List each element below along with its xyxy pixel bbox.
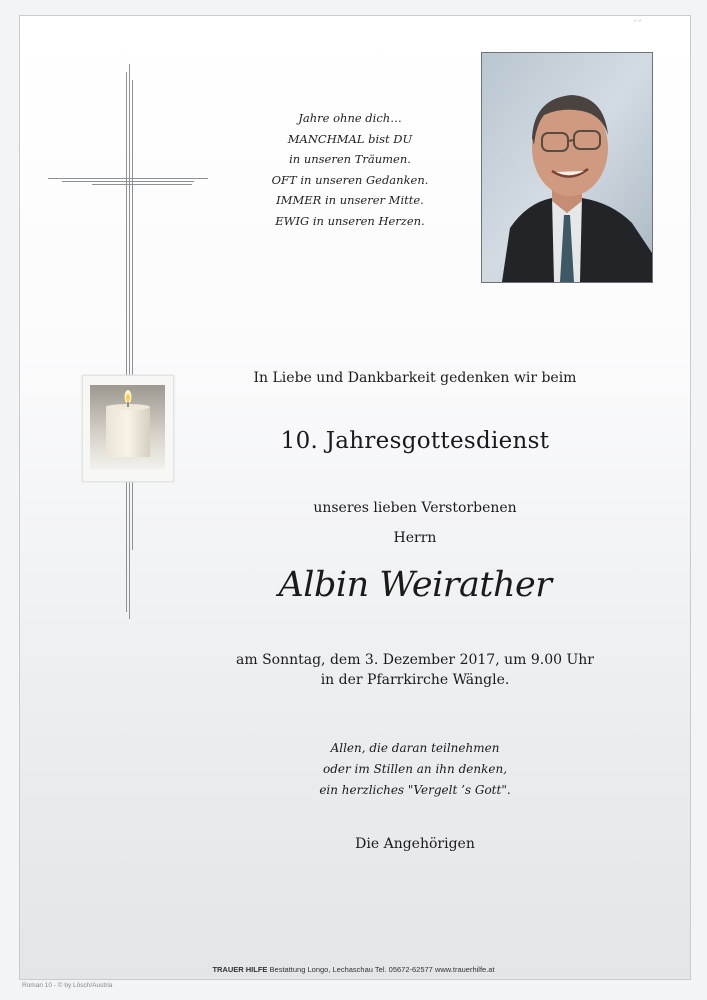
candle-picture: [82, 375, 174, 482]
thanks-line: Allen, die daran teilnehmen: [330, 741, 500, 755]
poem-line: in unseren Träumen.: [289, 152, 411, 166]
service-details: [180, 650, 650, 690]
poem-line: EWIG in unseren Herzen.: [275, 213, 425, 228]
footer-text: Bestattung Longo, Lechaschau Tel. 05672-62577 www.trauerhilfe.at: [269, 965, 495, 974]
poem-line: OFT in unseren Gedanken.: [271, 172, 429, 187]
footer-credit: Roman 10 - © by Lösch/Austria: [22, 982, 113, 989]
poem-line: Jahre ohne dich…: [298, 111, 402, 125]
poem-line: MANCHMAL bist DU: [287, 131, 413, 146]
salutation-text: Herrn: [393, 530, 437, 546]
thanks-line: oder im Stillen an ihn denken,: [322, 762, 508, 776]
event-title: 10. Jahresgottesdienst: [280, 428, 550, 454]
footer-brand: TRAUER HILFE: [212, 965, 268, 974]
portrait-photo: [481, 52, 653, 283]
signature: Die Angehörigen: [355, 836, 475, 852]
intro-text: In Liebe und Dankbarkeit gedenken wir beim: [253, 370, 577, 386]
relation-text: unseres lieben Verstorbenen: [313, 500, 517, 516]
poem-line: IMMER in unserer Mitte.: [276, 193, 424, 207]
date-line: am Sonntag, dem 3. Dezember 2017, um 9.00 Uhr: [236, 652, 594, 668]
corner-mark: ˇˇ: [633, 20, 642, 30]
poem: [255, 108, 445, 231]
place-line: in der Pfarrkirche Wängle.: [320, 672, 510, 688]
candle-icon: [90, 385, 165, 470]
footer: [0, 965, 707, 974]
thanks-line: ein herzliches "Vergelt ’s Gott".: [319, 783, 511, 797]
deceased-name: Albin Weirather: [278, 565, 552, 605]
thanks-text: [180, 738, 650, 801]
